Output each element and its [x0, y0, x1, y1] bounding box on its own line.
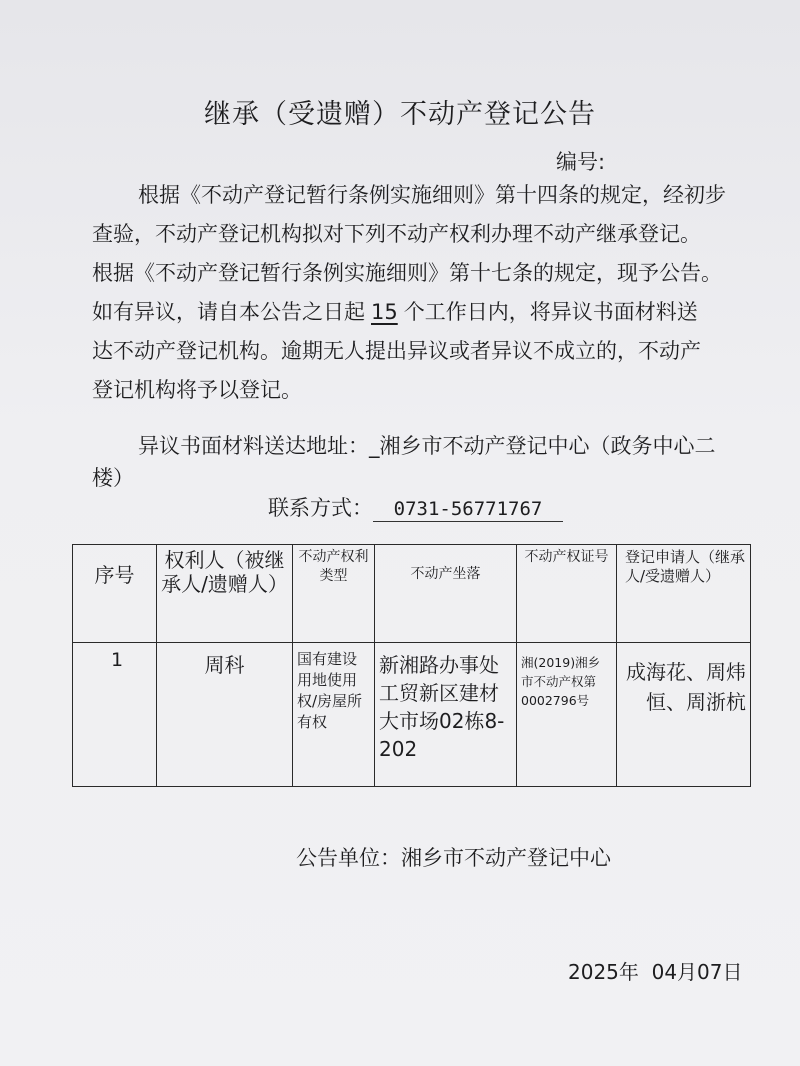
issuer: 公告单位：湘乡市不动产登记中心: [296, 846, 611, 870]
body-line-4: [92, 293, 772, 332]
body-line-6: 登记机构将予以登记。: [92, 378, 302, 402]
header-holder: 权利人（被继承人/遗赠人）: [157, 545, 293, 643]
body-line-5: 达不动产登记机构。逾期无人提出异议或者异议不成立的，不动产: [92, 339, 701, 363]
cell-right-type: 国有建设用地使用权/房屋所有权: [293, 643, 375, 787]
header-applicant: 登记申请人（继承人/受遗赠人）: [617, 545, 751, 643]
address-value-cont: 楼）: [92, 466, 134, 490]
objection-days: 15: [371, 300, 398, 324]
registration-table: [72, 544, 751, 787]
contact-phone: 0731-56771767: [373, 498, 563, 522]
document-title: 继承（受遗赠）不动产登记公告: [204, 99, 596, 130]
table-header-row: [73, 545, 751, 643]
cell-cert-no: 湘(2019)湘乡市不动产权第0002796号: [517, 643, 617, 787]
notice-date: 2025年 04月07日: [568, 960, 743, 984]
cell-applicant: 成海花、周炜恒、周浙杭: [617, 643, 751, 787]
address-value: _湘乡市不动产登记中心（政务中心二: [369, 434, 716, 458]
objection-address: [92, 430, 772, 494]
cell-index: 1: [73, 643, 157, 787]
address-label: 异议书面材料送达地址：: [138, 434, 369, 458]
contact-info: [268, 492, 563, 522]
body-paragraph: [92, 176, 772, 410]
header-cert-no: 不动产权证号: [517, 545, 617, 643]
contact-label: 联系方式：: [268, 496, 373, 520]
body-line-2: 查验，不动产登记机构拟对下列不动产权利办理不动产继承登记。: [92, 222, 701, 246]
body-line-4-end: 个工作日内，将异议书面材料送: [403, 300, 698, 324]
body-line-3: 根据《不动产登记暂行条例实施细则》第十七条的规定，现予公告。: [92, 261, 722, 285]
cell-holder: 周科: [157, 643, 293, 787]
document-number-label: 编号:: [556, 150, 606, 174]
body-line-1: 根据《不动产登记暂行条例实施细则》第十四条的规定，经初步: [138, 183, 726, 207]
header-right-type: 不动产权利类型: [293, 545, 375, 643]
table-row: [73, 643, 751, 787]
cell-location: 新湘路办事处工贸新区建材大市场02栋8-202: [375, 643, 517, 787]
header-location: 不动产坐落: [375, 545, 517, 643]
body-line-4-start: 如有异议，请自本公告之日起: [92, 300, 365, 324]
header-index: 序号: [73, 545, 157, 643]
